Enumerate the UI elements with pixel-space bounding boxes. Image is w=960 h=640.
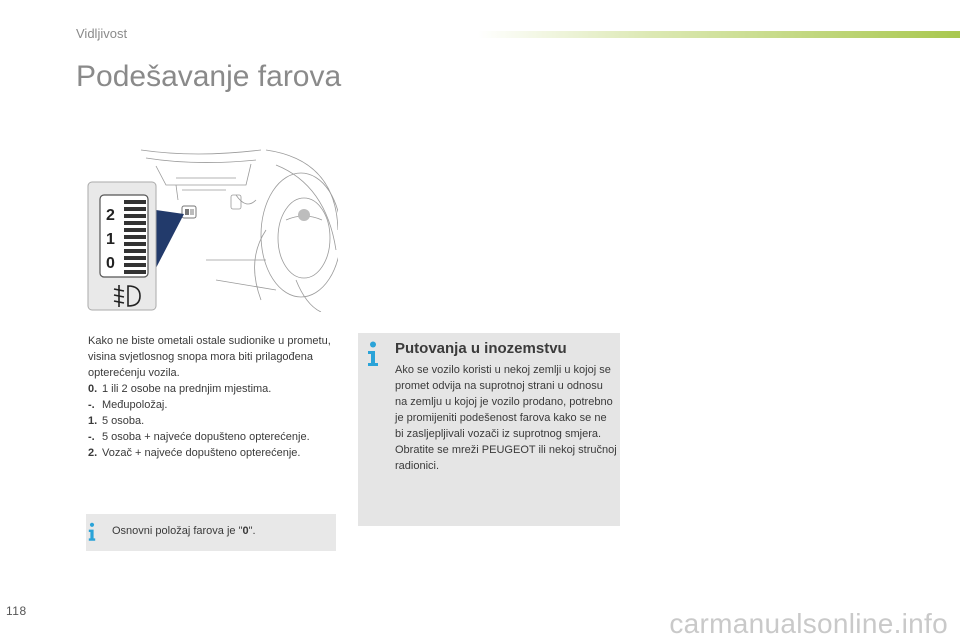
wheel-mark-1: 1 [106,231,115,248]
position-key: 0. [88,383,98,395]
position-row [88,413,348,429]
info-icon [367,341,379,367]
note-value: 0 [242,525,249,537]
position-text: 1 ili 2 osobe na prednjim mjestima. [102,383,272,395]
info-icon [88,520,96,544]
note-suffix: ". [248,525,256,537]
info-box [358,333,620,526]
page-title: Podešavanje farova [76,60,342,93]
note-box [86,514,336,551]
position-text: Međupoložaj. [102,399,168,411]
watermark: carmanualsonline.info [669,608,948,639]
section-label: Vidljivost [76,26,128,41]
position-key: -. [88,399,95,411]
page-number: 118 [6,604,27,618]
note-prefix: Osnovni položaj farova je " [112,525,243,537]
info-text: Ako se vozilo koristi u nekoj zemlji u kojoj se promet odvija na suprotnoj strani u odnosu na zemlju u kojoj je vozilo prodano, potrebno je promijeniti podešenost farova kako se ne bi zasljepljivali vozači iz suprotnog smjera. Obratite se mreži PEUGEOT ili nekoj stručnoj radionici. [395,364,617,472]
position-key: 2. [88,447,98,459]
headlamp-adjust-illustration [86,140,338,312]
position-key: 1. [88,415,98,427]
position-key: -. [88,431,95,443]
info-title: Putovanja u inozemstvu [395,340,567,357]
wheel-mark-2: 2 [106,207,115,224]
position-text: Vozač + najveće dopušteno opterećenje. [102,447,301,459]
position-text: 5 osoba. [102,415,145,427]
position-row [88,429,348,445]
note-text [112,525,256,537]
position-text: 5 osoba + najveće dopušteno opterećenje. [102,431,310,443]
intro-paragraph: Kako ne biste ometali ostale sudionike u prometu, visina svjetlosnog snopa mora biti prilagođena opterećenju vozila. [88,335,331,379]
body-text [88,333,348,461]
wheel-mark-0: 0 [106,255,115,272]
position-row [88,445,348,461]
position-row [88,381,348,397]
header-rule [478,31,960,38]
position-row [88,397,348,413]
